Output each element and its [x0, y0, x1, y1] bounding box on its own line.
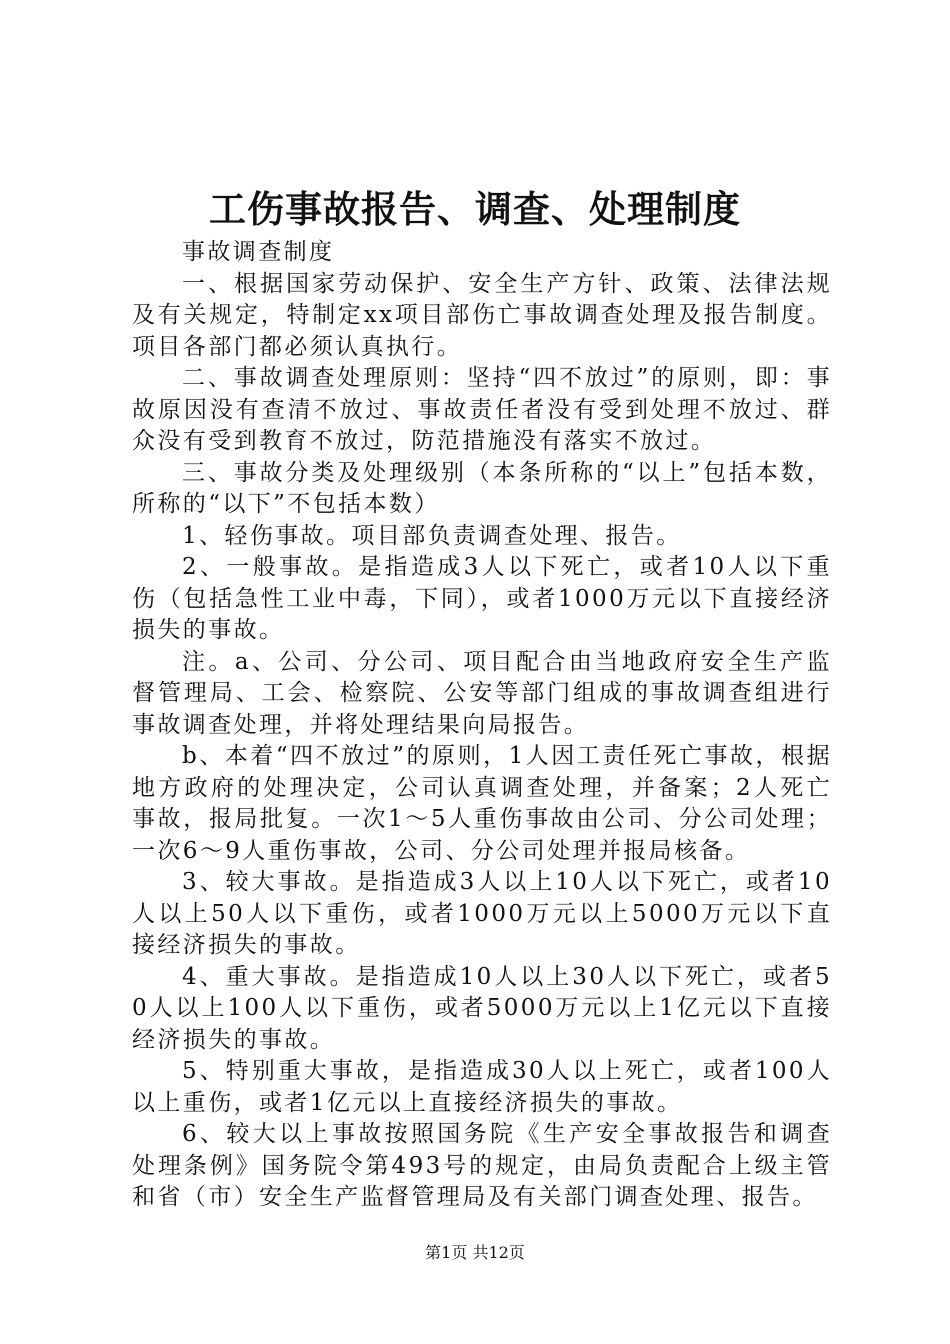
document-body: [132, 237, 832, 1214]
paragraph-7: b、本着“四不放过”的原则，1人因工责任死亡事故，根据地方政府的处理决定，公司认真调查处理，并备案；2人死亡事故，报局批复。一次1～5人重伤事故由公司、分公司处理；一次6～9人重伤事故，公司、分公司处理并报局核备。: [132, 743, 832, 864]
paragraph-10: 5、特别重大事故，是指造成30人以上死亡，或者100人以上重伤，或者1亿元以上直接经济损失的事故。: [132, 1058, 832, 1116]
paragraph-8: 3、较大事故。是指造成3人以上10人以下死亡，或者10人以上50人以下重伤，或者1000万元以上5000万元以下直接经济损失的事故。: [132, 869, 832, 958]
paragraph-5: 2、一般事故。是指造成3人以下死亡，或者10人以下重伤（包括急性工业中毒，下同），或者1000万元以下直接经济损失的事故。: [132, 554, 832, 643]
paragraph-6: 注。a、公司、分公司、项目配合由当地政府安全生产监督管理局、工会、检察院、公安等部门组成的事故调查组进行事故调查处理，并将处理结果向局报告。: [132, 648, 832, 738]
paragraph-3: 三、事故分类及处理级别（本条所称的“以上”包括本数，所称的“以下”不包括本数）: [132, 459, 832, 517]
paragraph-4: 1、轻伤事故。项目部负责调查处理、报告。: [182, 522, 682, 549]
paragraph-heading: 事故调查制度: [182, 239, 335, 265]
paragraph-11: 6、较大以上事故按照国务院《生产安全事故报告和调查处理条例》国务院令第493号的规定，由局负责配合上级主管和省（市）安全生产监督管理局及有关部门调查处理、报告。: [132, 1121, 832, 1210]
page-footer: 第1页 共12页: [425, 1243, 525, 1262]
paragraph-9: 4、重大事故。是指造成10人以上30人以下死亡，或者50人以上100人以下重伤，或者5000万元以上1亿元以下直接经济损失的事故。: [132, 963, 832, 1053]
document-title: 工伤事故报告、调查、处理制度: [209, 187, 741, 231]
paragraph-2: 二、事故调查处理原则：坚持“四不放过”的原则，即：事故原因没有查清不放过、事故责任者没有受到处理不放过、群众没有受到教育不放过，防范措施没有落实不放过。: [132, 365, 832, 454]
paragraph-1: 一、根据国家劳动保护、安全生产方针、政策、法律法规及有关规定，特制定xx项目部伤亡事故调查处理及报告制度。项目各部门都必须认真执行。: [132, 270, 832, 360]
